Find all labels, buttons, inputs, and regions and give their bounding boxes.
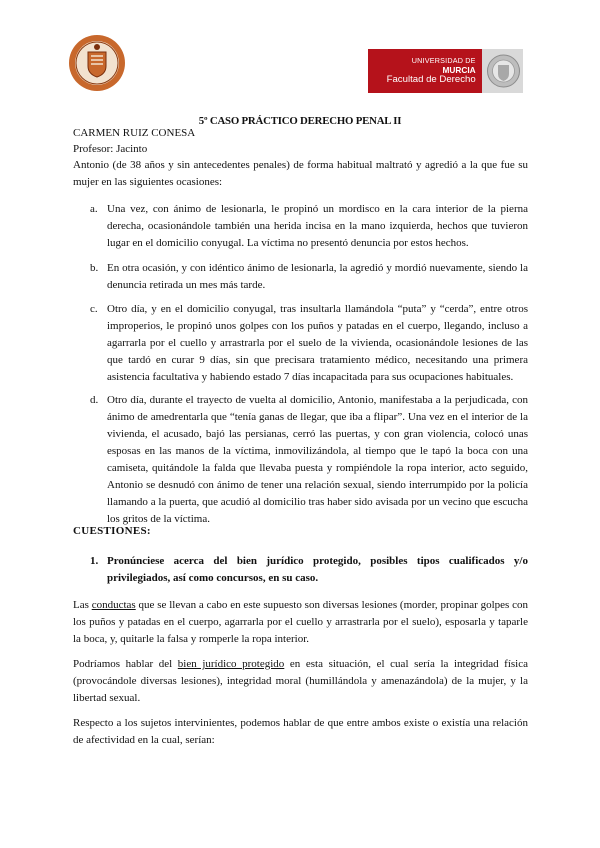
list-item-label: b. xyxy=(90,262,99,274)
paragraph-text: en esta situación, el cual sería la integridad física (provocándole diversas lesiones), integridad moral (humillándola y amenazándola) de la mujer, y la libertad sexual. xyxy=(73,658,529,704)
list-item-label: a. xyxy=(90,203,98,215)
list-item-text: En otra ocasión, y con idéntico ánimo de lesionarla, la agredió y mordió nuevamente, siendo la denuncia retirada un mes más tarde. xyxy=(107,262,528,291)
answer-paragraph-1 xyxy=(73,597,528,648)
paragraph-text: Las xyxy=(73,599,92,611)
list-item-label: d. xyxy=(90,394,99,406)
question-label: 1. xyxy=(90,555,99,567)
faculty-name: Facultad de Derecho xyxy=(386,73,476,85)
answer-paragraph-3: Respecto a los sujetos intervinientes, podemos hablar de que entre ambos existe o existía una relación de afectividad en la cual, serían: xyxy=(73,717,528,746)
list-item-label: c. xyxy=(90,303,98,315)
page-title: 5º CASO PRÁCTICO DERECHO PENAL II xyxy=(198,115,402,127)
question-text: Pronúnciese acerca del bien jurídico protegido, posibles tipos cualificados y/o privilegiados, así como concursos, en su caso. xyxy=(107,555,528,584)
faculty-banner-logo xyxy=(368,49,523,93)
case-item-a xyxy=(90,201,528,252)
author-name: CARMEN RUIZ CONESA xyxy=(73,127,196,139)
list-item-text: Una vez, con ánimo de lesionarla, le propinó un mordisco en la cara interior de la pierna derecha, ocasionándole también una herida incisa en la mano izquierda, hechos que tuvieron lugar en el domicilio conyugal. La víctima no presentó denuncia por estos hechos. xyxy=(107,203,528,249)
underlined-term: bien jurídico protegido xyxy=(177,658,285,670)
list-item-text: Otro día, durante el trayecto de vuelta al domicilio, Antonio, manifestaba a la perjudicada, con ánimo de amedrentarla que “tenía ganas de llegar, que iba a flipar”. Una vez en el interior de la vivienda, el acusado, bajó las persianas, cerró las puertas, y con gran violencia, colocó unas esposas en las manos de la víctima, inmovilizándola, al tiempo que le tapó la boca con una camiseta, quitándole la falda que llevaba puesta y rompiéndole la ropa interior, acto seguido, Antonio se desnudó con ánimo de tener una relación sexual, siendo interrumpido por la policía llamando a la puerta, que acudió al domicilio tras haber sido avisada por un vecino que escucha los gritos de la víctima. xyxy=(107,394,528,525)
section-title: CUESTIONES: xyxy=(73,525,151,537)
university-name-line2: MURCIA xyxy=(442,64,476,75)
list-item-text: Otro día, y en el domicilio conyugal, tras insultarla llamándola “puta” y “cerda”, entre otros improperios, le propinó unos golpes con los puños y patadas en el cuerpo, llegando, incluso a agarrarla por el cuello y arrastrarla por el suelo de la vivienda, ocasionándole lesiones de las que tardó en curar 9 días, sin que precisara tratamiento médico, necesitando una primera asistencia facultativa y habiendo estado 7 días incapacitada para sus ocupaciones habituales. xyxy=(107,303,528,383)
answer-paragraph-2 xyxy=(73,656,528,707)
university-name-line1: UNIVERSIDAD DE xyxy=(411,56,476,66)
underlined-term: conductas xyxy=(91,599,136,611)
case-item-c xyxy=(90,301,528,386)
professor-line: Profesor: Jacinto xyxy=(73,143,148,155)
case-intro: Antonio (de 38 años y sin antecedentes penales) de forma habitual maltrató y agredió a la que fue su mujer en las siguientes ocasiones: xyxy=(73,159,528,188)
university-seal-logo xyxy=(68,34,126,92)
case-item-d xyxy=(90,392,528,528)
paragraph-text: Podríamos hablar del xyxy=(73,658,178,670)
paragraph-text: que se llevan a cabo en este supuesto son diversas lesiones (morder, propinar golpes con los puños y patadas en el cuerpo, agarrarla por el cuello y arrastrarla por el suelo), esposarla y taparle la boca, y, quitarle la falsa y romperle la ropa interior. xyxy=(73,599,529,645)
university-emblem-icon xyxy=(482,49,523,93)
question-1 xyxy=(90,553,528,587)
case-item-b xyxy=(90,260,528,294)
